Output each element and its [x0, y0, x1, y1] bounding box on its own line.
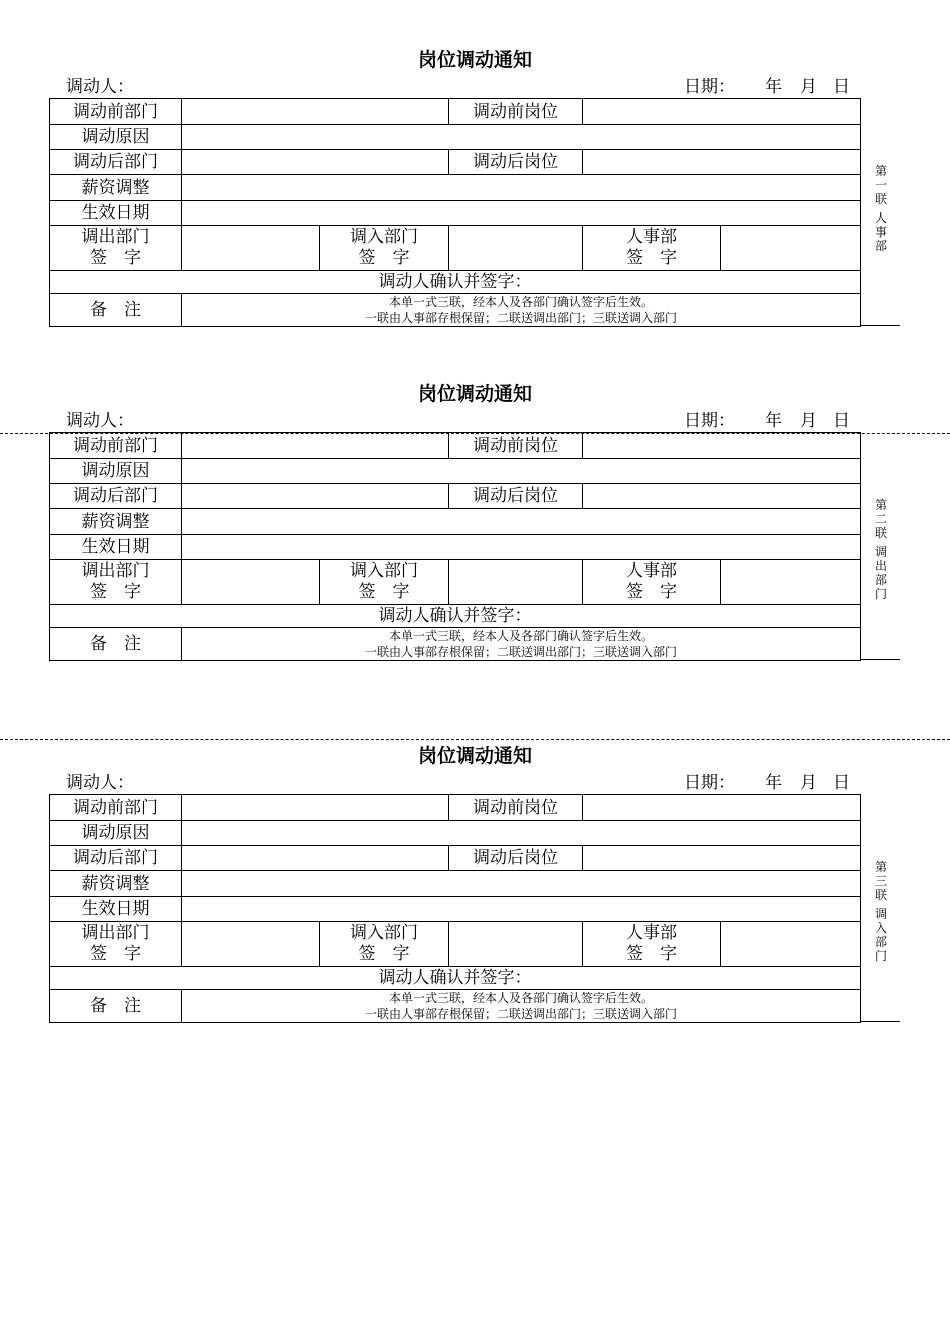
post-after-label: 调动后岗位 — [449, 150, 583, 175]
note-line-2: 一联由人事部存根保留；二联送调出部门；三联送调入部门 — [364, 1007, 677, 1021]
effective-date-field[interactable] — [182, 897, 861, 922]
remark-note — [182, 628, 861, 661]
out-dept-text: 调出部门 — [81, 923, 150, 943]
salary-label: 薪资调整 — [50, 509, 182, 535]
sign-text: 签 字 — [90, 944, 141, 964]
dept-after-label: 调动后部门 — [50, 150, 182, 175]
salary-label: 薪资调整 — [50, 871, 182, 897]
dept-before-field[interactable] — [182, 433, 449, 459]
in-dept-text: 调入部门 — [350, 227, 418, 247]
dept-after-label: 调动后部门 — [50, 846, 182, 871]
in-dept-text: 调入部门 — [350, 923, 418, 943]
post-after-field[interactable] — [583, 150, 861, 175]
in-dept-sign-label — [320, 226, 449, 271]
copy-destination-label: 人 事 部 — [874, 211, 887, 253]
copy-side-label — [874, 498, 888, 601]
copy-side-label — [874, 164, 888, 253]
hr-sign-label — [583, 922, 721, 967]
form-copy-1 — [0, 48, 950, 348]
post-after-field[interactable] — [583, 484, 861, 509]
month-label: 月 — [800, 77, 817, 97]
in-dept-sign-label — [320, 922, 449, 967]
effective-date-label: 生效日期 — [50, 201, 182, 226]
copy-destination-label: 调 入 部 门 — [874, 907, 887, 963]
salary-field[interactable] — [182, 871, 861, 897]
effective-date-field[interactable] — [182, 535, 861, 560]
day-label: 日 — [833, 411, 850, 431]
remark-label: 备 注 — [50, 294, 182, 327]
hr-dept-text: 人事部 — [626, 561, 677, 581]
month-label: 月 — [800, 773, 817, 793]
effective-date-label: 生效日期 — [50, 897, 182, 922]
form-copy-2 — [0, 382, 950, 682]
out-dept-sign-field[interactable] — [182, 226, 320, 271]
remark-note — [182, 294, 861, 327]
post-after-label: 调动后岗位 — [449, 484, 583, 509]
year-label: 年 — [765, 773, 782, 793]
in-dept-sign-field[interactable] — [449, 560, 583, 605]
day-label: 日 — [833, 77, 850, 97]
year-label: 年 — [765, 411, 782, 431]
reason-field[interactable] — [182, 125, 861, 150]
copy-number-label: 第 一 联 — [874, 164, 887, 206]
date-label: 日期： — [684, 411, 735, 431]
reason-label: 调动原因 — [50, 821, 182, 846]
post-before-field[interactable] — [583, 433, 861, 459]
transfer-form-table — [49, 432, 861, 661]
hr-sign-label — [583, 226, 721, 271]
reason-label: 调动原因 — [50, 459, 182, 484]
transferee-label: 调动人： — [66, 773, 134, 793]
cut-line — [0, 739, 950, 740]
reason-field[interactable] — [182, 821, 861, 846]
note-line-1: 本单一式三联，经本人及各部门确认签字后生效。 — [388, 991, 653, 1005]
sign-text: 签 字 — [626, 944, 677, 964]
sign-text: 签 字 — [626, 248, 677, 268]
dept-before-field[interactable] — [182, 795, 449, 821]
in-dept-text: 调入部门 — [350, 561, 418, 581]
sign-text: 签 字 — [358, 582, 410, 602]
hr-dept-text: 人事部 — [626, 227, 677, 247]
hr-sign-label — [583, 560, 721, 605]
out-dept-sign-label — [50, 922, 182, 967]
post-after-field[interactable] — [583, 846, 861, 871]
employee-confirm-row[interactable]: 调动人确认并签字： — [50, 605, 861, 628]
dept-before-field[interactable] — [182, 99, 449, 125]
note-line-2: 一联由人事部存根保留；二联送调出部门；三联送调入部门 — [364, 311, 677, 325]
post-before-label: 调动前岗位 — [449, 99, 583, 125]
out-dept-sign-field[interactable] — [182, 560, 320, 605]
sign-text: 签 字 — [358, 248, 410, 268]
out-dept-text: 调出部门 — [81, 561, 150, 581]
in-dept-sign-field[interactable] — [449, 922, 583, 967]
dept-before-label: 调动前部门 — [50, 99, 182, 125]
form-title: 岗位调动通知 — [417, 49, 532, 71]
dept-after-field[interactable] — [182, 484, 449, 509]
post-before-field[interactable] — [583, 795, 861, 821]
note-line-1: 本单一式三联，经本人及各部门确认签字后生效。 — [388, 295, 653, 309]
dept-after-label: 调动后部门 — [50, 484, 182, 509]
post-before-field[interactable] — [583, 99, 861, 125]
in-dept-sign-field[interactable] — [449, 226, 583, 271]
transfer-form-table — [49, 794, 861, 1023]
date-label: 日期： — [684, 77, 735, 97]
post-before-label: 调动前岗位 — [449, 433, 583, 459]
remark-label: 备 注 — [50, 990, 182, 1023]
hr-sign-field[interactable] — [721, 560, 861, 605]
out-dept-sign-field[interactable] — [182, 922, 320, 967]
side-rule — [860, 1021, 900, 1022]
salary-field[interactable] — [182, 175, 861, 201]
copy-destination-label: 调 出 部 门 — [874, 545, 887, 601]
hr-sign-field[interactable] — [721, 922, 861, 967]
year-label: 年 — [765, 77, 782, 97]
remark-note — [182, 990, 861, 1023]
note-line-2: 一联由人事部存根保留；二联送调出部门；三联送调入部门 — [364, 645, 677, 659]
form-title: 岗位调动通知 — [417, 745, 532, 767]
copy-number-label: 第 二 联 — [874, 498, 887, 540]
sign-text: 签 字 — [626, 582, 677, 602]
transferee-label: 调动人： — [66, 411, 134, 431]
note-line-1: 本单一式三联，经本人及各部门确认签字后生效。 — [388, 629, 653, 643]
form-title: 岗位调动通知 — [417, 383, 532, 405]
day-label: 日 — [833, 773, 850, 793]
remark-label: 备 注 — [50, 628, 182, 661]
transferee-label: 调动人： — [66, 77, 134, 97]
out-dept-text: 调出部门 — [81, 227, 150, 247]
dept-after-field[interactable] — [182, 150, 449, 175]
reason-label: 调动原因 — [50, 125, 182, 150]
dept-before-label: 调动前部门 — [50, 795, 182, 821]
salary-label: 薪资调整 — [50, 175, 182, 201]
hr-sign-field[interactable] — [721, 226, 861, 271]
effective-date-label: 生效日期 — [50, 535, 182, 560]
salary-field[interactable] — [182, 509, 861, 535]
sign-text: 签 字 — [90, 248, 141, 268]
post-after-label: 调动后岗位 — [449, 846, 583, 871]
side-rule — [860, 325, 900, 326]
copy-number-label: 第 三 联 — [874, 860, 887, 902]
dept-after-field[interactable] — [182, 846, 449, 871]
form-copy-3 — [0, 744, 950, 1044]
employee-confirm-row[interactable]: 调动人确认并签字： — [50, 967, 861, 990]
sign-text: 签 字 — [358, 944, 410, 964]
in-dept-sign-label — [320, 560, 449, 605]
post-before-label: 调动前岗位 — [449, 795, 583, 821]
dept-before-label: 调动前部门 — [50, 433, 182, 459]
out-dept-sign-label — [50, 226, 182, 271]
month-label: 月 — [800, 411, 817, 431]
side-rule — [860, 659, 900, 660]
reason-field[interactable] — [182, 459, 861, 484]
out-dept-sign-label — [50, 560, 182, 605]
copy-side-label — [874, 860, 888, 963]
hr-dept-text: 人事部 — [626, 923, 677, 943]
employee-confirm-row[interactable]: 调动人确认并签字： — [50, 271, 861, 294]
sign-text: 签 字 — [90, 582, 141, 602]
date-label: 日期： — [684, 773, 735, 793]
transfer-form-table — [49, 98, 861, 327]
effective-date-field[interactable] — [182, 201, 861, 226]
